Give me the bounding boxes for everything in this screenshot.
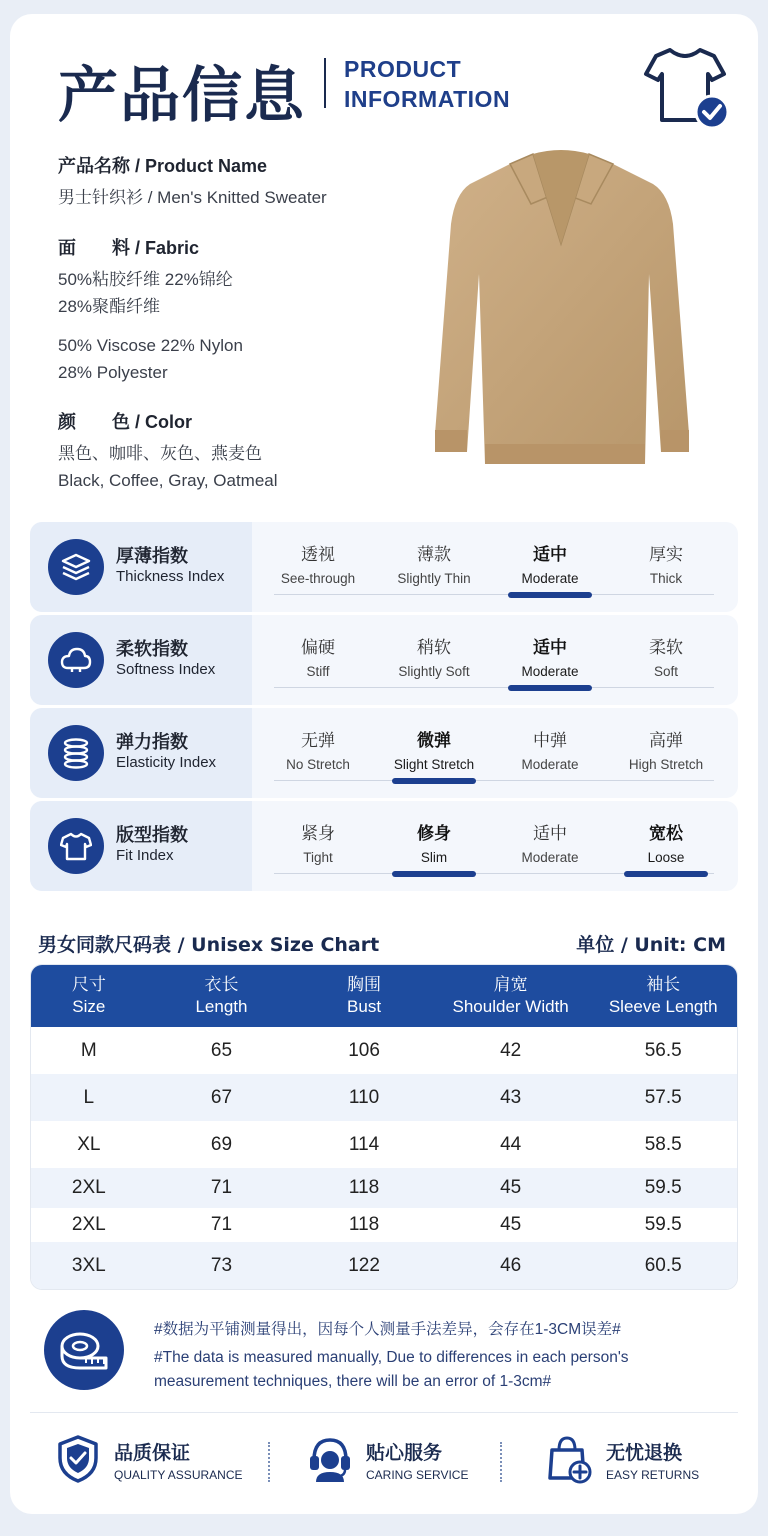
- index-options: [274, 615, 714, 705]
- index-name-en: Thickness Index: [116, 568, 225, 585]
- table-cell: 46: [500, 1254, 522, 1276]
- fabric-en-line-1: 50% Viscose 22% Nylon: [58, 336, 243, 355]
- size-chart-header-cell: [589, 965, 737, 1027]
- table-row: [31, 1027, 737, 1074]
- index-options: [274, 801, 714, 891]
- header-en: Size: [72, 997, 106, 1016]
- footer-divider: [30, 1412, 738, 1413]
- table-cell: 43: [500, 1086, 522, 1108]
- index-option-en: Thick: [649, 571, 683, 586]
- product-name-value: 男士针织衫 / Men's Knitted Sweater: [58, 188, 327, 207]
- index-options: [274, 522, 714, 612]
- index-option: [611, 726, 721, 772]
- index-option-en: Tight: [303, 850, 333, 865]
- note-en-line-2: measurement techniques, there will be an error of 1-3cm#: [154, 1373, 552, 1390]
- index-option: [611, 633, 721, 679]
- index-option-en: Moderate: [521, 850, 579, 865]
- index-option-cn: 适中: [533, 824, 567, 844]
- footer-separator: [500, 1442, 502, 1482]
- index-option-cn: 偏硬: [301, 638, 335, 658]
- size-chart-table: [30, 964, 738, 1290]
- table-cell: XL: [77, 1133, 101, 1155]
- table-cell: 59.5: [644, 1177, 682, 1198]
- header-en: Bust: [347, 997, 382, 1016]
- index-option-en: Loose: [647, 850, 685, 865]
- headset-icon: [308, 1434, 352, 1484]
- index-option: [379, 819, 489, 865]
- index-option-cn: 柔软: [649, 638, 683, 658]
- index-option: [263, 819, 373, 865]
- table-row: [31, 1121, 737, 1168]
- header-en: Shoulder Width: [452, 997, 569, 1016]
- index-option-en: Soft: [653, 664, 678, 679]
- table-cell: 67: [210, 1086, 233, 1108]
- header-cn: 肩宽: [493, 975, 528, 994]
- index-selected-bar: [392, 778, 476, 784]
- index-option: [379, 633, 489, 679]
- footer-quality-cn: 品质保证: [114, 1442, 191, 1464]
- footer-separator: [268, 1442, 270, 1482]
- index-option: [263, 726, 373, 772]
- index-option: [495, 819, 605, 865]
- footer-returns-en: EASY RETURNS: [606, 1468, 700, 1482]
- index-option-en: Slightly Soft: [398, 664, 470, 679]
- index-icon-circle: [48, 632, 104, 688]
- table-row: [31, 1208, 737, 1242]
- index-name-cn: 柔软指数: [116, 639, 188, 660]
- table-cell: 118: [348, 1214, 380, 1235]
- index-option-cn: 紧身: [301, 824, 335, 844]
- index-row: [30, 522, 738, 612]
- table-cell: 42: [500, 1039, 522, 1061]
- table-cell: 59.5: [644, 1214, 682, 1235]
- index-selected-bar: [508, 592, 592, 598]
- title-en-line-1: PRODUCT: [344, 56, 462, 82]
- shield-check-icon: [56, 1434, 100, 1484]
- table-cell: 58.5: [644, 1133, 682, 1155]
- index-option: [495, 633, 605, 679]
- header-en: Length: [195, 997, 248, 1016]
- table-cell: L: [83, 1086, 95, 1108]
- index-option-cn: 适中: [533, 638, 567, 658]
- measuring-tape-circle: [44, 1310, 124, 1390]
- header-en: Sleeve Length: [608, 997, 718, 1016]
- index-selected-bar: [624, 871, 708, 877]
- page-title-en: [344, 54, 510, 114]
- color-cn-value: 黑色、咖啡、灰色、燕麦色: [58, 444, 262, 463]
- note-en-line-1: #The data is measured manually, Due to differences in each person's: [154, 1349, 629, 1366]
- index-row: [30, 801, 738, 891]
- color-label: 颜 色 / Color: [58, 412, 192, 432]
- header-cn: 袖长: [646, 975, 681, 994]
- index-name-cn: 版型指数: [116, 825, 188, 846]
- fabric-block: [58, 234, 243, 386]
- fabric-label: 面 料 / Fabric: [58, 238, 200, 258]
- table-cell: 44: [500, 1133, 522, 1155]
- index-label-panel: [30, 615, 252, 705]
- index-option-en: High Stretch: [628, 757, 704, 772]
- product-info-card: [10, 14, 758, 1514]
- header-cn: 胸围: [347, 975, 382, 994]
- size-chart-header-cell: [147, 965, 297, 1027]
- index-option: [379, 540, 489, 586]
- index-icon-circle: [48, 818, 104, 874]
- product-name-block: [58, 152, 327, 211]
- index-icon-circle: [48, 725, 104, 781]
- index-option: [495, 540, 605, 586]
- color-block: [58, 408, 278, 494]
- table-cell: 71: [210, 1214, 233, 1235]
- table-cell: 45: [500, 1214, 522, 1235]
- tshirt-check-icon: [640, 40, 732, 132]
- index-option-en: Moderate: [521, 571, 579, 586]
- table-cell: 110: [348, 1086, 380, 1108]
- index-option-cn: 宽松: [649, 824, 683, 844]
- index-option: [611, 540, 721, 586]
- index-option: [495, 726, 605, 772]
- table-row: [31, 1242, 737, 1289]
- size-chart-header-cell: [31, 965, 147, 1027]
- index-option-en: Slim: [420, 850, 448, 865]
- fabric-en-line-2: 28% Polyester: [58, 363, 168, 382]
- index-icon-circle: [48, 539, 104, 595]
- table-cell: 114: [348, 1133, 380, 1155]
- spring-icon: [60, 737, 92, 769]
- table-cell: 2XL: [71, 1177, 106, 1198]
- index-option-en: Moderate: [521, 757, 579, 772]
- page-title-cn: 产品信息: [58, 61, 306, 131]
- table-cell: 118: [348, 1177, 380, 1198]
- table-cell: 60.5: [644, 1254, 682, 1276]
- size-chart-unit: 单位 / Unit: CM: [576, 934, 726, 956]
- header-cn: 尺寸: [71, 975, 106, 994]
- table-cell: M: [80, 1039, 97, 1061]
- table-cell: 69: [210, 1133, 233, 1155]
- index-option-cn: 适中: [533, 545, 567, 565]
- index-name-cn: 弹力指数: [116, 732, 188, 753]
- index-options: [274, 708, 714, 798]
- index-row: [30, 708, 738, 798]
- table-cell: 2XL: [71, 1214, 106, 1235]
- index-option-cn: 修身: [417, 824, 451, 844]
- tshirt-icon: [60, 830, 92, 862]
- index-scale-line: [274, 594, 714, 595]
- table-cell: 56.5: [644, 1039, 682, 1061]
- table-cell: 71: [210, 1177, 233, 1198]
- index-option-cn: 厚实: [649, 545, 683, 565]
- index-option-en: Stiff: [306, 664, 330, 679]
- cloud-icon: [60, 644, 92, 676]
- table-row: [31, 1074, 737, 1121]
- color-en-value: Black, Coffee, Gray, Oatmeal: [58, 471, 278, 490]
- index-option-en: See-through: [280, 571, 356, 586]
- index-option: [263, 633, 373, 679]
- title-divider: [324, 58, 326, 108]
- footer-service-en: CARING SERVICE: [366, 1468, 469, 1482]
- table-row: [31, 1168, 737, 1208]
- fabric-cn-line-1: 50%粘胶纤维 22%锦纶: [58, 270, 233, 289]
- footer-returns-cn: 无忧退换: [606, 1442, 683, 1464]
- header-cn: 衣长: [204, 975, 239, 994]
- index-option-cn: 无弹: [301, 731, 335, 751]
- index-option-cn: 中弹: [533, 731, 567, 751]
- table-cell: 122: [348, 1254, 380, 1276]
- index-option-cn: 高弹: [649, 731, 683, 751]
- table-cell: 73: [210, 1254, 233, 1276]
- layers-icon: [60, 551, 92, 583]
- size-chart-header: [31, 965, 737, 1027]
- index-name-en: Fit Index: [116, 847, 174, 864]
- index-option-cn: 薄款: [417, 545, 451, 565]
- product-name-label: 产品名称 / Product Name: [58, 156, 268, 176]
- table-cell: 65: [210, 1039, 233, 1061]
- index-label-panel: [30, 522, 252, 612]
- index-option-cn: 稍软: [417, 638, 451, 658]
- index-label-panel: [30, 801, 252, 891]
- index-selected-bar: [508, 685, 592, 691]
- table-cell: 57.5: [644, 1086, 682, 1108]
- index-row: [30, 615, 738, 705]
- footer-service-cn: 贴心服务: [366, 1442, 443, 1464]
- size-chart-header-cell: [432, 965, 590, 1027]
- measuring-tape-icon: [58, 1328, 110, 1372]
- index-option-en: Moderate: [521, 664, 579, 679]
- fabric-cn-line-2: 28%聚酯纤维: [58, 297, 161, 316]
- index-option: [379, 726, 489, 772]
- bag-return-icon: [548, 1434, 592, 1484]
- title-en-line-2: INFORMATION: [344, 86, 511, 112]
- index-name-cn: 厚薄指数: [116, 546, 188, 567]
- sweater-image: [415, 134, 705, 484]
- index-option-cn: 透视: [301, 545, 335, 565]
- index-scale-line: [274, 687, 714, 688]
- index-name-en: Elasticity Index: [116, 754, 217, 771]
- table-cell: 3XL: [71, 1254, 106, 1276]
- index-option-en: Slightly Thin: [397, 571, 471, 586]
- table-cell: 106: [348, 1039, 380, 1061]
- note-cn: #数据为平铺测量得出，因每个人测量手法差异，会存在1-3CM误差#: [154, 1321, 621, 1338]
- index-name-en: Softness Index: [116, 661, 216, 678]
- index-scale-line: [274, 780, 714, 781]
- size-chart-header-cell: [296, 965, 432, 1027]
- index-selected-bar: [392, 871, 476, 877]
- index-option: [263, 540, 373, 586]
- index-option-cn: 微弹: [417, 731, 451, 751]
- index-label-panel: [30, 708, 252, 798]
- index-option-en: Slight Stretch: [393, 757, 475, 772]
- table-cell: 45: [500, 1177, 522, 1198]
- index-option: [611, 819, 721, 865]
- measurement-note: [154, 1318, 629, 1394]
- index-option-en: No Stretch: [286, 757, 350, 772]
- size-chart-title: 男女同款尺码表 / Unisex Size Chart: [38, 934, 380, 956]
- footer-quality-en: QUALITY ASSURANCE: [114, 1468, 243, 1482]
